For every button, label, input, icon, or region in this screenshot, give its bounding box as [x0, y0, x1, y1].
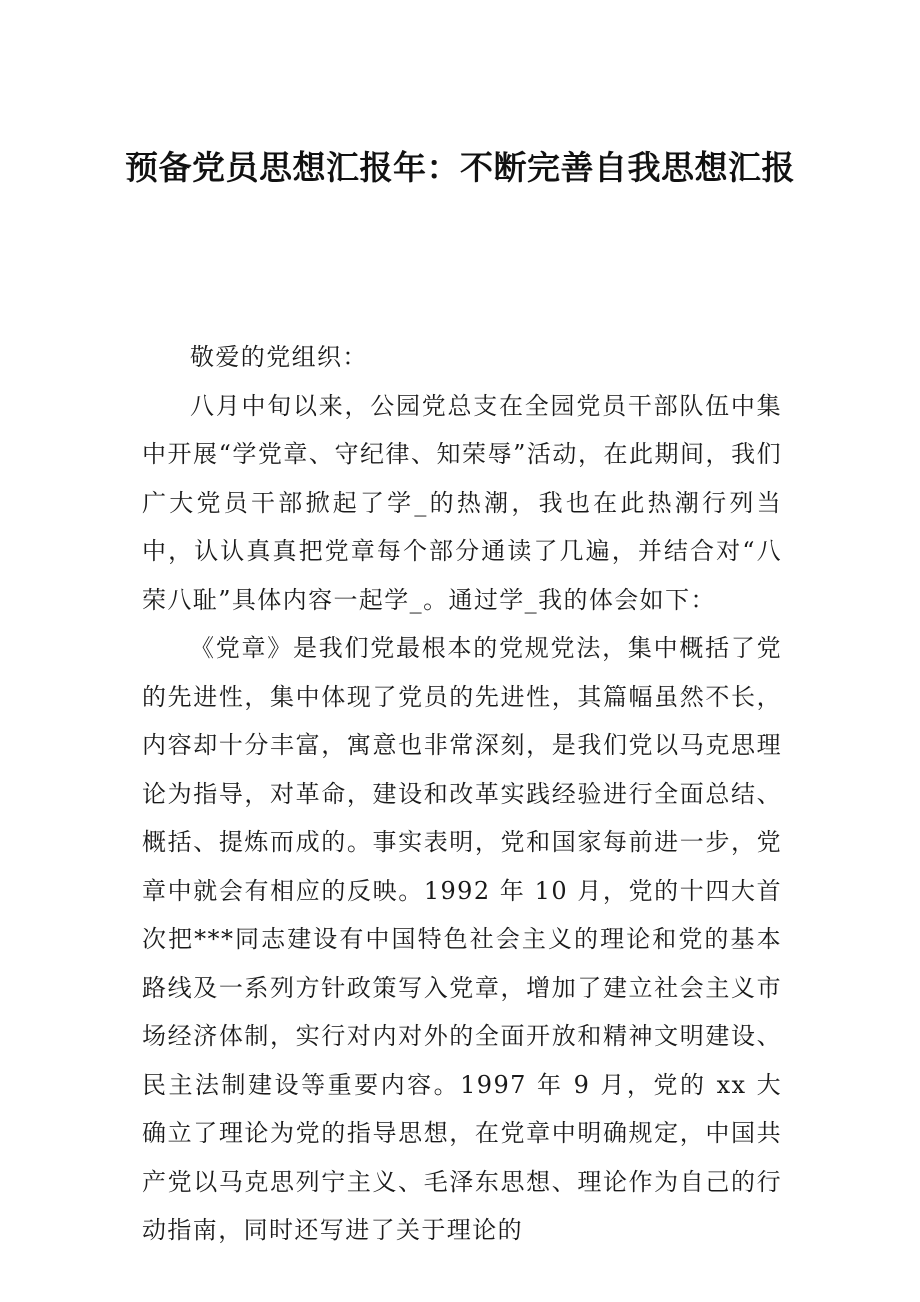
paragraph-1: 八月中旬以来，公园党总支在全园党员干部队伍中集中开展“学党章、守纪律、知荣辱”活动，在此期间，我们广大党员干部掀起了学_的热潮，我也在此热潮行列当中，认认真真把党章每个部分通读了几遍，并结合对“八荣八耻”具体内容一起学_。通过学_我的体会如下：: [142, 391, 782, 614]
document-title: 预备党员思想汇报年：不断完善自我思想汇报: [125, 148, 795, 187]
salutation: 敬爱的党组织：: [190, 343, 368, 371]
document-body: [142, 333, 782, 1255]
paragraph-2: 《党章》是我们党最根本的党规党法，集中概括了党的先进性，集中体现了党员的先进性，其篇幅虽然不长，内容却十分丰富，寓意也非常深刻，是我们党以马克思理论为指导，对革命，建设和改革实践经验进行全面总结、概括、提炼而成的。事实表明，党和国家每前进一步，党章中就会有相应的反映。1992 年 10 月，党的十四大首次把***同志建设有中国特色社会主义的理论和党的基本路线及一系列方针政策写入党章，增加了建立社会主义市场经济体制，实行对内对外的全面开放和精神文明建设、民主法制建设等重要内容。1997 年 9 月，党的 xx 大确立了理论为党的指导思想，在党章中明确规定，中国共产党以马克思列宁主义、毛泽东思想、理论作为自己的行动指南，同时还写进了关于理论的: [142, 634, 782, 1244]
